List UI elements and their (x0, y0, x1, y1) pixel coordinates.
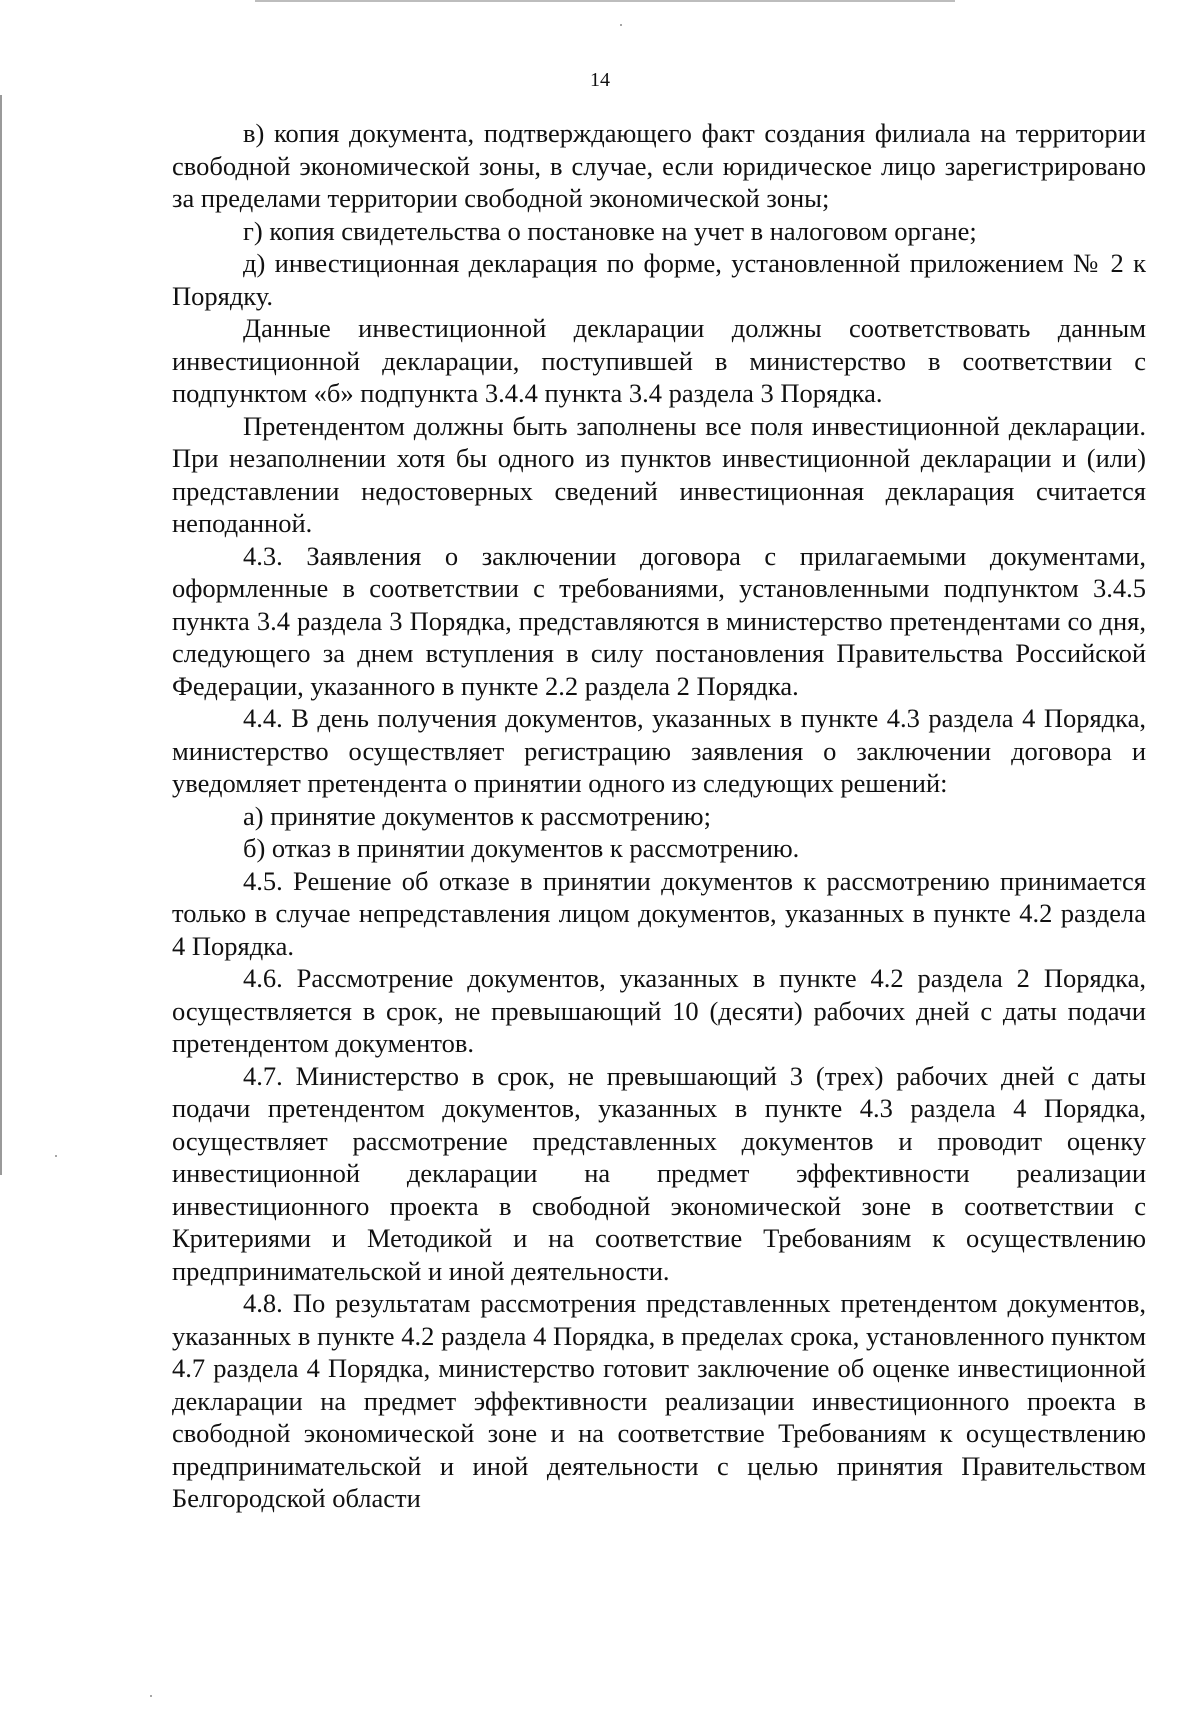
scan-speck (150, 1695, 152, 1697)
document-body (172, 117, 1146, 1515)
scan-speck (55, 1155, 57, 1157)
scan-top-edge (255, 0, 955, 2)
paragraph-d-investment-declaration: д) инвестиционная декларация по форме, установленной приложением № 2 к Порядку. (172, 248, 1146, 311)
paragraph-v-branch-copy: в) копия документа, подтверждающего факт создания филиала на территории свободной экономической зоны, в случае, если юридическое лицо зарегистрировано за пределами территории свободной экономической зоны; (172, 118, 1146, 213)
paragraph-4-6: 4.6. Рассмотрение документов, указанных в пункте 4.2 раздела 2 Порядка, осуществляется в срок, не превышающий 10 (десяти) рабочих дней с даты подачи претендентом документов. (172, 963, 1146, 1058)
paragraph-4-7: 4.7. Министерство в срок, не превышающий 3 (трех) рабочих дней с даты подачи претендентом документов, указанных в пункте 4.3 раздела 4 Порядка, осуществляет рассмотрение представленных документов и проводит оценку инвестиционной декларации на предмет эффективности реализации инвестиционного проекта в свободной экономической зоне в соответствии с Критериями и Методикой и на соответствие Требованиям к осуществлению предпринимательской и иной деятельности. (172, 1060, 1146, 1286)
paragraph-4-8: 4.8. По результатам рассмотрения представленных претендентом документов, указанных в пункте 4.2 раздела 4 Порядка, в пределах срока, установленного пунктом 4.7 раздела 4 Порядка, министерство готовит заключение об оценке инвестиционной декларации на предмет эффективности реализации инвестиционного проекта в свободной экономической зоне и на соответствие Требованиям к осуществлению предпринимательской и иной деятельности с целью принятия Правительством Белгородской области (172, 1288, 1146, 1513)
paragraph-4-4-b: б) отказ в принятии документов к рассмотрению. (243, 833, 800, 863)
paragraph-4-4-a: а) принятие документов к рассмотрению; (243, 800, 711, 831)
paragraph-declaration-data: Данные инвестиционной декларации должны соответствовать данным инвестиционной декларации, поступившей в министерство в соответствии с подпунктом «б» подпункта 3.4.4 пункта 3.4 раздела 3 Порядка. (172, 313, 1146, 408)
paragraph-4-5: 4.5. Решение об отказе в принятии документов к рассмотрению принимается только в случае непредставления лицом документов, указанных в пункте 4.2 раздела 4 Порядка. (172, 865, 1146, 961)
paragraph-g-tax-certificate: г) копия свидетельства о постановке на учет в налоговом органе; (243, 215, 977, 246)
paragraph-declaration-fields: Претендентом должны быть заполнены все поля инвестиционной декларации. При незаполнении хотя бы одного из пунктов инвестиционной декларации и (или) представлении недостоверных сведений инвестиционная декларация считается неподанной. (172, 410, 1146, 538)
paragraph-4-4: 4.4. В день получения документов, указанных в пункте 4.3 раздела 4 Порядка, министерство осуществляет регистрацию заявления о заключении договора и уведомляет претендента о принятии одного из следующих решений: (172, 703, 1146, 798)
scan-left-edge (0, 95, 2, 1175)
page-number: 14 (590, 69, 610, 91)
paragraph-4-3: 4.3. Заявления о заключении договора с прилагаемыми документами, оформленные в соответствии с требованиями, установленными подпунктом 3.4.5 пункта 3.4 раздела 3 Порядка, представляются в министерство претендентами со дня, следующего за днем вступления в силу постановления Правительства Российской Федерации, указанного в пункте 2.2 раздела 2 Порядка. (172, 540, 1146, 701)
scan-speck (620, 24, 622, 26)
